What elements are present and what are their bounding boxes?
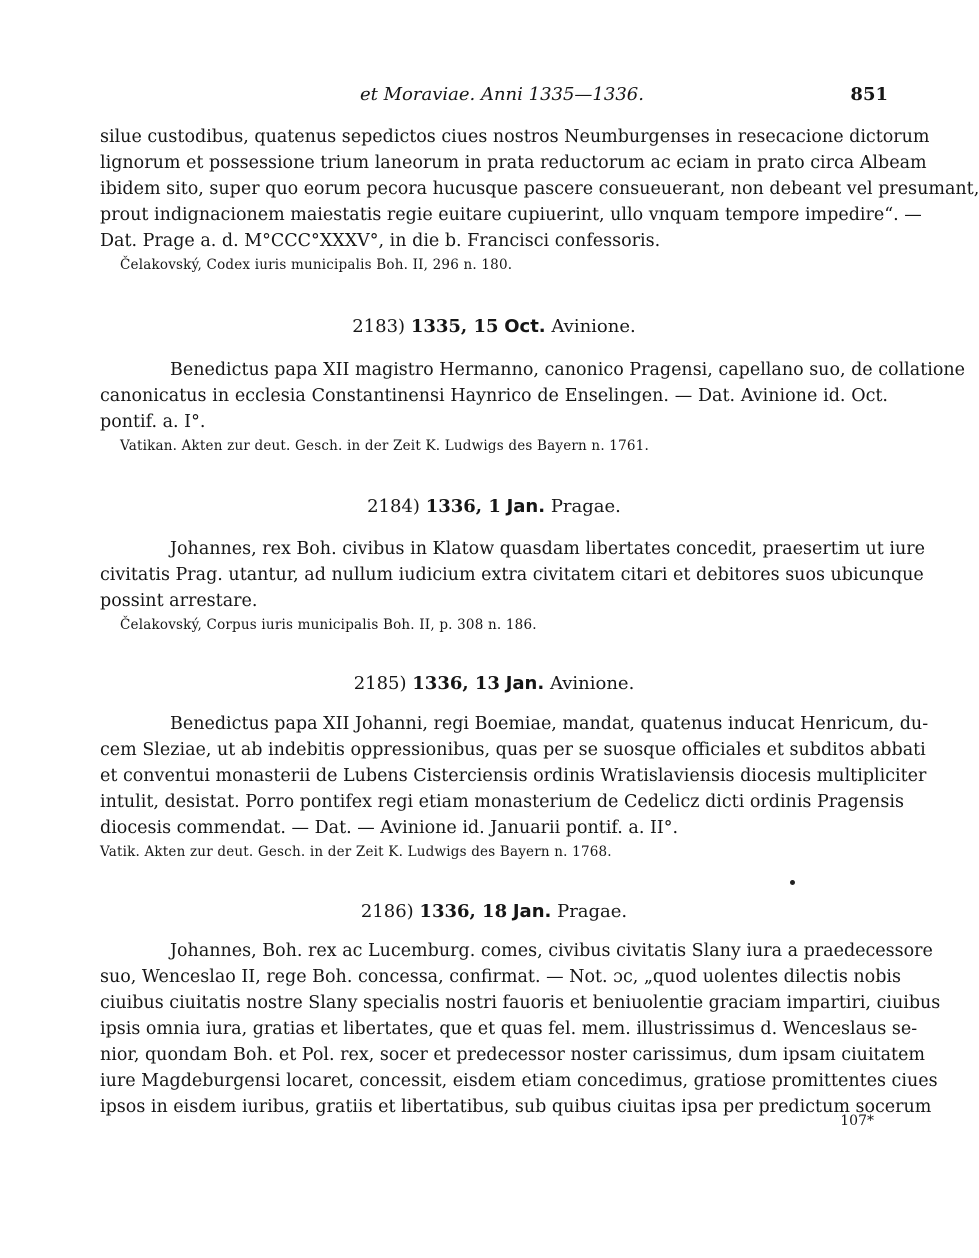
running-header — [100, 84, 888, 108]
entry-place: Avinione. — [551, 316, 636, 337]
text-line: Johannes, Boh. rex ac Lucemburg. comes, civibus civitatis Slany iura a praedecessore — [170, 941, 933, 961]
entry-heading — [100, 671, 888, 697]
entry-month: Oct. — [504, 316, 546, 337]
entry-body — [100, 711, 929, 863]
entry-date: 1336, 18 — [419, 901, 508, 922]
text-line: Johannes, rex Boh. civibus in Klatow quasdam libertates concedit, praesertim ut iure — [170, 539, 925, 559]
entry-place: Pragae. — [557, 901, 628, 922]
entry-heading — [100, 314, 888, 340]
text-line: cem Sleziae, ut ab indebitis oppressionibus, quas per se suosque officiales et subditos abbati — [100, 740, 926, 760]
text-line: lignorum et possessione trium laneorum in prata reductorum ac eciam in prato circa Albeam — [100, 153, 927, 173]
continuation-text — [100, 124, 979, 276]
text-line: iure Magdeburgensi locaret, concessit, eisdem etiam concedimus, gratiose promittentes ciues — [100, 1071, 938, 1091]
entry-body — [100, 357, 965, 457]
page-number: 851 — [850, 84, 888, 105]
entry-number: 2185) — [353, 673, 407, 694]
text-line: intulit, desistat. Porro pontifex regi etiam monasterium de Cedelicz dicti ordinis Pragensis — [100, 792, 904, 812]
text-line: suo, Wenceslao II, rege Boh. concessa, confirmat. — Not. ɔc, „quod uolentes dilectis nobis — [100, 967, 901, 987]
text-line: Benedictus papa XII magistro Hermanno, canonico Pragensi, capellano suo, de collatione — [170, 360, 965, 380]
entry-body — [100, 536, 925, 636]
text-line: diocesis commendat. — Dat. — Avinione id. Januarii pontif. a. II°. — [100, 818, 679, 838]
text-line: nior, quondam Boh. et Pol. rex, socer et predecessor noster carissimus, dum ipsam ciuitatem — [100, 1045, 925, 1065]
header-title: et Moraviae. Anni 1335—1336. — [360, 84, 644, 105]
source-citation: Čelakovský, Codex iuris municipalis Boh. II, 296 n. 180. — [120, 257, 513, 273]
entry-body — [100, 938, 941, 1120]
source-citation: Čelakovský, Corpus iuris municipalis Boh. II, p. 308 n. 186. — [120, 617, 537, 633]
stray-dot-mark — [790, 880, 795, 885]
text-line: Dat. Prage a. d. M°CCC°XXXV°, in die b. Francisci confessoris. — [100, 231, 661, 251]
text-line: et conventui monasterii de Lubens Cisterciensis ordinis Wratislaviensis diocesis multipliciter — [100, 766, 927, 786]
entry-month: Jan. — [512, 901, 552, 922]
entry-month: Jan. — [505, 673, 545, 694]
entry-date: 1335, 15 — [410, 316, 499, 337]
text-line: ciuibus ciuitatis nostre Slany specialis nostri fauoris et beniuolentie graciam impartiri, ciuibus — [100, 993, 941, 1013]
text-line: ipsis omnia iura, gratias et libertates, que et quas fel. mem. illustrissimus d. Wenceslaus se- — [100, 1019, 918, 1039]
text-line: Benedictus papa XII Johanni, regi Boemiae, mandat, quatenus inducat Henricum, du- — [170, 714, 929, 734]
entry-place: Avinione. — [549, 673, 635, 694]
entry-date: 1336, 1 — [425, 496, 501, 517]
entry-month: Jan. — [506, 496, 546, 517]
text-line: possint arrestare. — [100, 591, 258, 611]
text-line: ipsos in eisdem iuribus, gratiis et libertatibus, sub quibus ciuitas ipsa per predictum socerum — [100, 1097, 932, 1117]
entry-number: 2183) — [352, 316, 406, 337]
source-citation: Vatikan. Akten zur deut. Gesch. in der Zeit K. Ludwigs des Bayern n. 1761. — [120, 438, 649, 454]
signature-mark: 107* — [840, 1113, 874, 1129]
entry-date: 1336, 13 — [412, 673, 500, 694]
text-line: prout indignacionem maiestatis regie euitare cupiuerint, ullo vnquam tempore impedire“. — — [100, 205, 922, 225]
source-citation: Vatik. Akten zur deut. Gesch. in der Zeit K. Ludwigs des Bayern n. 1768. — [100, 844, 612, 860]
entry-place: Pragae. — [550, 496, 621, 517]
entry-number: 2186) — [360, 901, 414, 922]
entry-heading — [100, 899, 888, 925]
text-line: pontif. a. I°. — [100, 412, 206, 432]
text-line: ibidem sito, super quo eorum pecora hucusque pascere consueuerant, non debeant vel presumant, — [100, 179, 979, 199]
text-line: civitatis Prag. utantur, ad nullum iudicium extra civitatem citari et debitores suos ubicunque — [100, 565, 924, 585]
text-line: canonicatus in ecclesia Constantinensi Haynrico de Enselingen. — Dat. Avinione id. Oct. — [100, 386, 888, 406]
text-line: silue custodibus, quatenus sepedictos ciues nostros Neumburgenses in resecacione dictorum — [100, 127, 930, 147]
entry-heading — [100, 494, 888, 520]
entry-number: 2184) — [367, 496, 420, 517]
